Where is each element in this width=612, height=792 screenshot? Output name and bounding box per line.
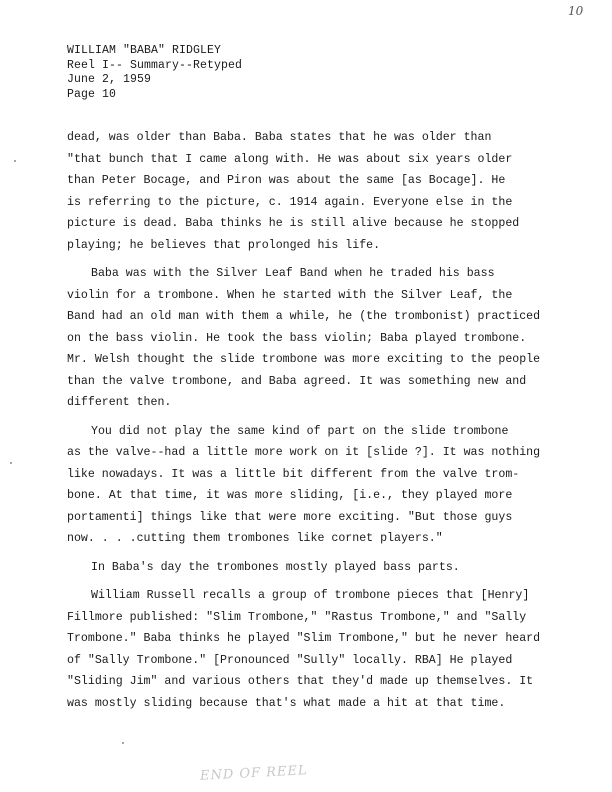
text-line: Band had an old man with them a while, he (the trombonist) practiced bbox=[67, 310, 541, 323]
paragraph-3 bbox=[67, 421, 547, 550]
text-line: bone. At that time, it was more sliding, [i.e., they played more bbox=[67, 489, 513, 502]
text-line: now. . . .cutting them trombones like cornet players." bbox=[67, 532, 443, 545]
text-line: different then. bbox=[67, 396, 172, 409]
text-line: "that bunch that I came along with. He was about six years older bbox=[67, 152, 513, 166]
text-line: violin for a trombone. When he started with the Silver Leaf, the bbox=[67, 288, 513, 302]
scan-speck bbox=[10, 462, 12, 464]
paragraph-2 bbox=[67, 263, 547, 414]
text-line: Mr. Welsh thought the slide trombone was more exciting to the people bbox=[67, 353, 541, 366]
scan-speck bbox=[122, 742, 124, 744]
paragraph-5 bbox=[67, 585, 547, 714]
transcript-body bbox=[67, 127, 547, 714]
text-line: William Russell recalls a group of trombone pieces that [Henry] bbox=[91, 589, 530, 602]
text-line: You did not play the same kind of part on the slide trombone bbox=[91, 424, 509, 438]
document-header bbox=[67, 44, 242, 102]
text-line: Fillmore published: "Slim Trombone," "Rastus Trombone," and "Sally bbox=[67, 610, 527, 624]
text-line: Trombone." Baba thinks he played "Slim Trombone," but he never heard bbox=[67, 632, 541, 645]
scan-speck bbox=[14, 160, 16, 162]
text-line: of "Sally Trombone." [Pronounced "Sully" locally. RBA] He played bbox=[67, 653, 513, 667]
text-line: portamenti] things like that were more exciting. "But those guys bbox=[67, 510, 513, 524]
handwritten-page-number: 10 bbox=[568, 4, 584, 18]
page-number: Page 10 bbox=[67, 87, 117, 101]
text-line: than the valve trombone, and Baba agreed. It was something new and bbox=[67, 374, 527, 388]
text-line: dead, was older than Baba. Baba states that he was older than bbox=[67, 131, 492, 144]
reel-info: Reel I-- Summary--Retyped bbox=[67, 58, 243, 72]
text-line: In Baba's day the trombones mostly played bass parts. bbox=[91, 560, 460, 574]
text-line: on the bass violin. He took the bass violin; Baba played trombone. bbox=[67, 331, 527, 345]
text-line: "Sliding Jim" and various others that they'd made up themselves. It bbox=[67, 675, 534, 688]
text-line: playing; he believes that prolonged his life. bbox=[67, 238, 381, 252]
text-line: Baba was with the Silver Leaf Band when he traded his bass bbox=[91, 267, 495, 280]
text-line: like nowadays. It was a little bit different from the valve trom- bbox=[67, 467, 520, 481]
paragraph-1 bbox=[67, 127, 547, 256]
text-line: picture is dead. Baba thinks he is still alive because he stopped bbox=[67, 217, 520, 230]
text-line: as the valve--had a little more work on it [slide ?]. It was nothing bbox=[67, 446, 541, 459]
end-of-reel-stamp: END OF REEL bbox=[199, 763, 308, 784]
paragraph-4 bbox=[67, 557, 547, 579]
interview-date: June 2, 1959 bbox=[67, 73, 152, 86]
interviewee-name: WILLIAM "BABA" RIDGLEY bbox=[67, 44, 222, 57]
text-line: than Peter Bocage, and Piron was about the same [as Bocage]. He bbox=[67, 174, 506, 187]
text-line: was mostly sliding because that's what made a hit at that time. bbox=[67, 696, 506, 710]
text-line: is referring to the picture, c. 1914 again. Everyone else in the bbox=[67, 195, 513, 209]
